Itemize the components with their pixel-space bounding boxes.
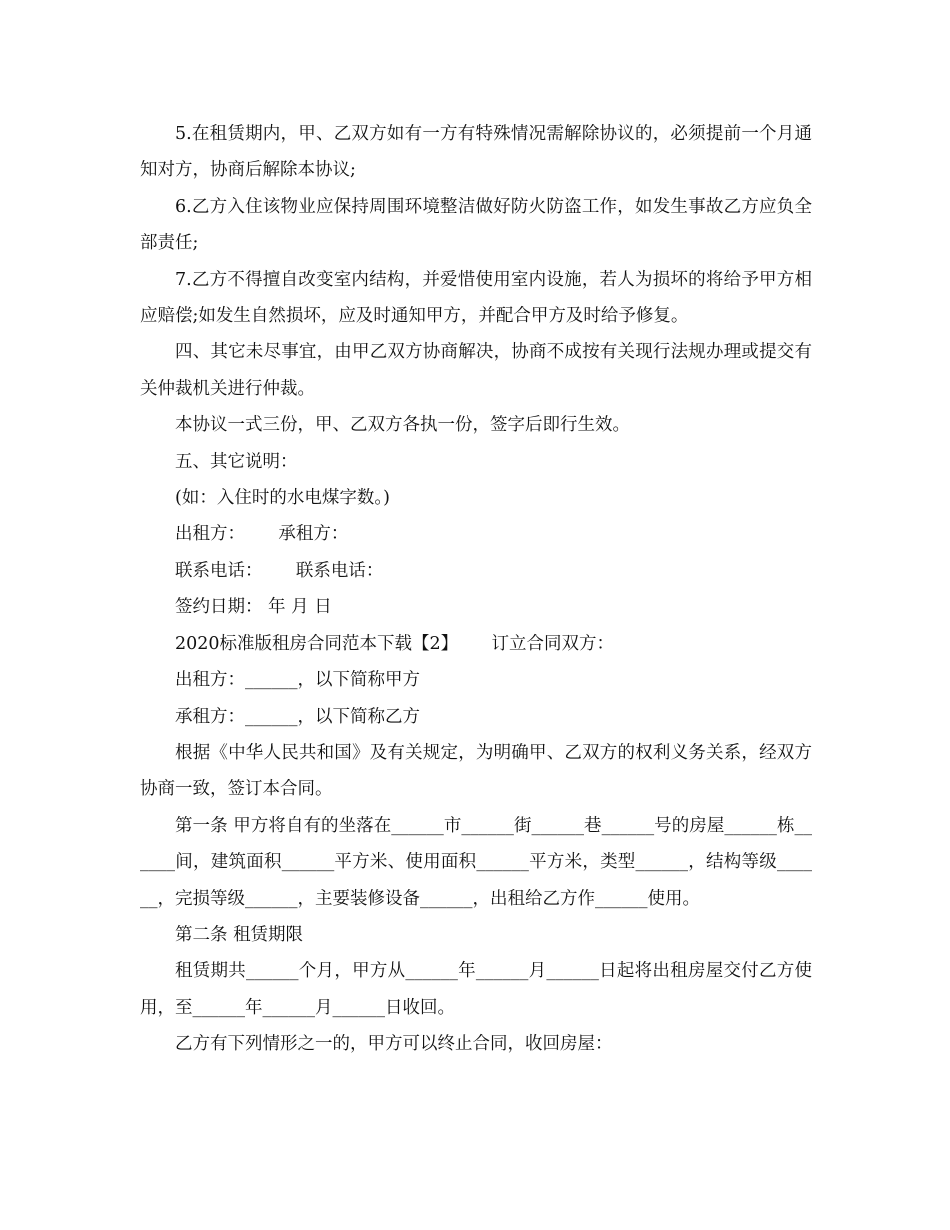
clause-6-paragraph: 6.乙方入住该物业应保持周围环境整洁做好防火防盗工作，如发生事故乙方应负全部责任; bbox=[140, 196, 812, 254]
lease-term-paragraph: 租赁期共______个月，甲方从______年______月______日起将出租房屋交付乙方使用，至______年______月______日收回。 bbox=[140, 961, 812, 1018]
sign-date-line: 签约日期： 年 月 日 bbox=[175, 597, 332, 618]
lessor-line: 出租方：______，以下简称甲方 bbox=[175, 670, 420, 691]
section-5-heading: 五、其它说明： bbox=[175, 451, 298, 472]
contract-2-title: 2020标准版租房合同范本下载【2】 订立合同双方： bbox=[175, 633, 615, 654]
article-2-heading: 第二条 租赁期限 bbox=[175, 924, 304, 945]
parties-signature-line: 出租方： 承租方： bbox=[175, 524, 349, 545]
clause-5-paragraph: 5.在租赁期内，甲、乙双方如有一方有特殊情况需解除协议的，必须提前一个月通知对方，协商后解除本协议; bbox=[140, 124, 812, 181]
lessee-line: 承租方：______，以下简称乙方 bbox=[175, 706, 420, 727]
note-paragraph: (如：入住时的水电煤字数。) bbox=[175, 488, 390, 509]
copies-paragraph: 本协议一式三份，甲、乙双方各执一份，签字后即行生效。 bbox=[175, 415, 630, 436]
article-1-paragraph: 第一条 甲方将自有的坐落在______市______街______巷______号的房屋______栋______间，建筑面积______平方米、使用面积______平方米，类型______，结构等级______，完损等级______，主要装修设备______，出租给乙方作______使用。 bbox=[140, 815, 812, 909]
termination-paragraph: 乙方有下列情形之一的，甲方可以终止合同，收回房屋： bbox=[175, 1034, 613, 1055]
document-body bbox=[140, 116, 812, 1063]
phone-line: 联系电话： 联系电话： bbox=[175, 560, 384, 581]
section-4-paragraph: 四、其它未尽事宜，由甲乙双方协商解决，协商不成按有关现行法规办理或提交有关仲裁机关进行仲裁。 bbox=[140, 342, 812, 399]
preamble-paragraph: 根据《中华人民共和国》及有关规定，为明确甲、乙双方的权利义务关系，经双方协商一致，签订本合同。 bbox=[140, 742, 812, 800]
clause-7-paragraph: 7.乙方不得擅自改变室内结构，并爱惜使用室内设施，若人为损坏的将给予甲方相应赔偿;如发生自然损坏，应及时通知甲方，并配合甲方及时给予修复。 bbox=[140, 269, 812, 327]
